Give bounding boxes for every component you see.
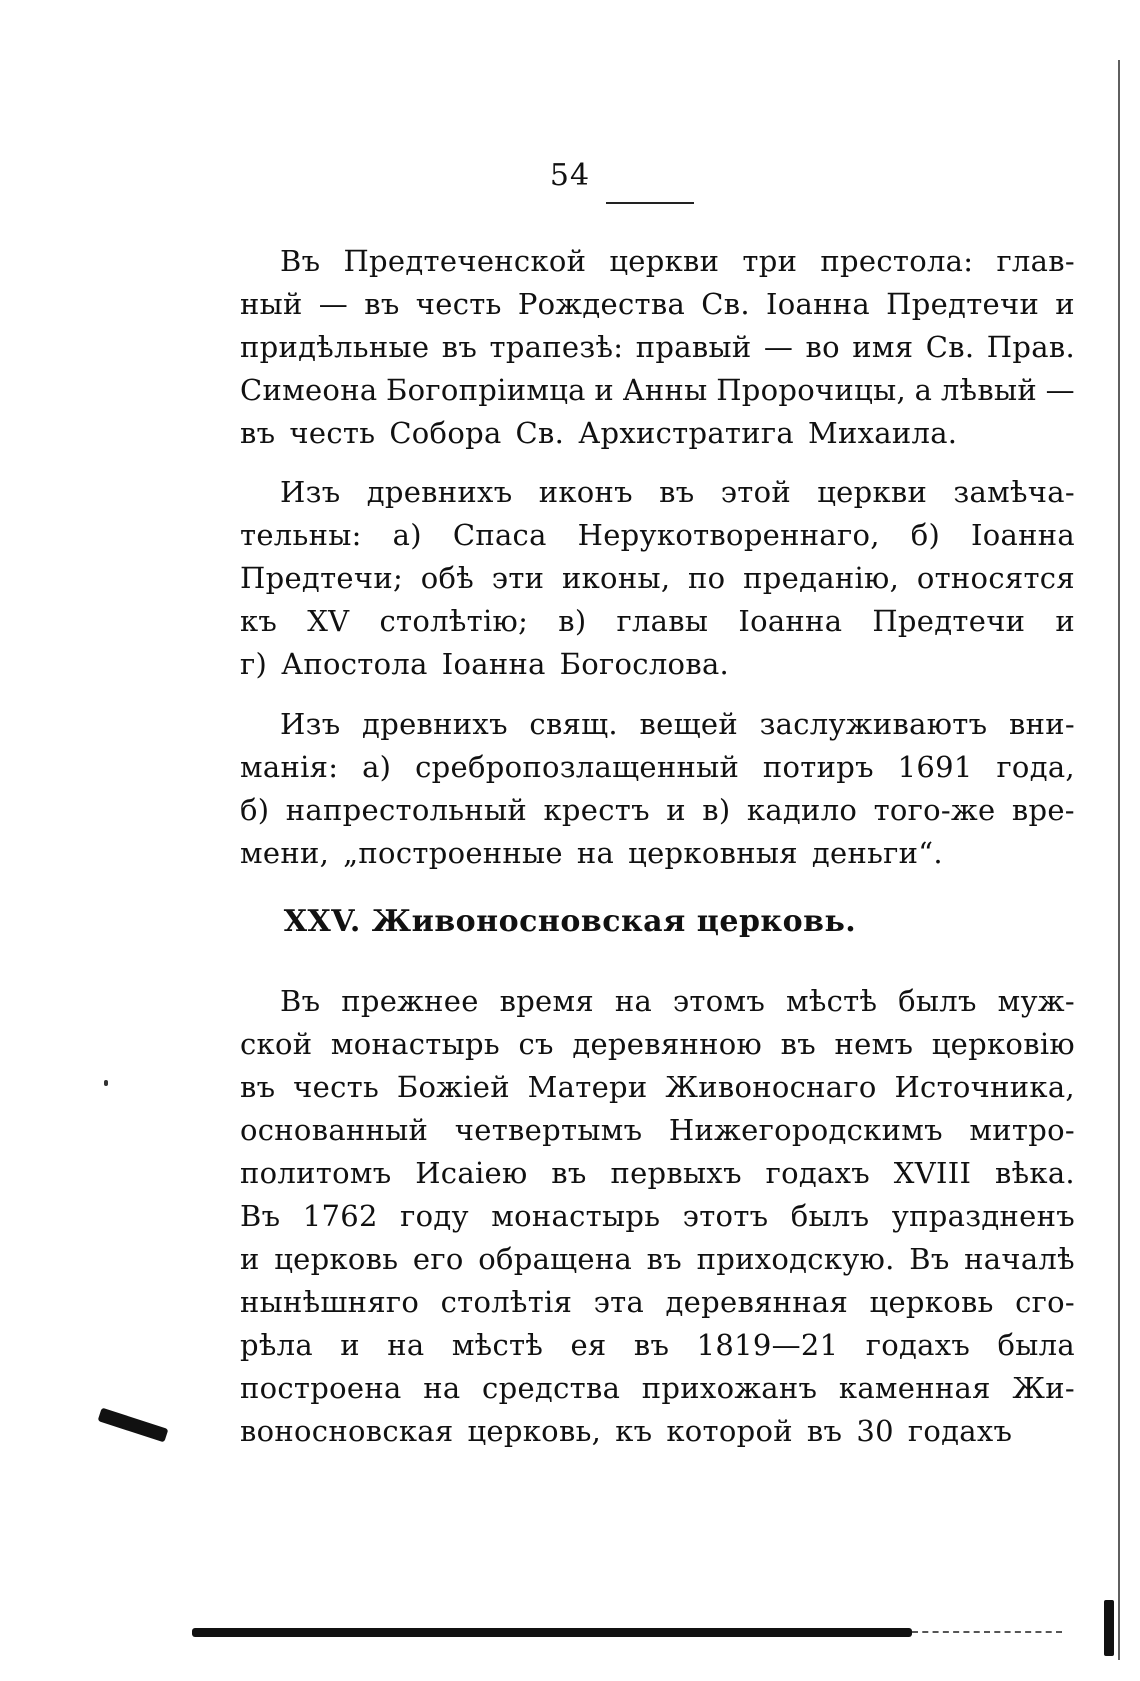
word: преданію, (743, 561, 900, 595)
text-line (240, 1410, 1075, 1453)
word: 1691 (897, 750, 973, 784)
word: Спаса (452, 518, 547, 552)
word: глав- (996, 244, 1075, 278)
text-line (240, 746, 1075, 789)
word: иконы, (562, 561, 671, 595)
text-line (240, 1367, 1075, 1410)
page-number-rule (606, 202, 694, 204)
word: была (997, 1328, 1075, 1362)
word: и (666, 793, 686, 827)
word: Михаила. (808, 416, 958, 450)
paragraph-2 (240, 471, 1075, 686)
word: престола: (820, 244, 974, 278)
word: трапезѣ: (489, 330, 624, 364)
word: Пророчицы, (716, 373, 906, 407)
word: годахъ (765, 1156, 870, 1190)
word: придѣльные (240, 330, 430, 364)
word: 1762 (302, 1199, 378, 1233)
word: церковь (274, 1242, 399, 1276)
word: церкви (609, 244, 720, 278)
word: этой (720, 475, 791, 509)
word: Въ (909, 1242, 950, 1276)
word: къ (615, 1414, 653, 1448)
word: Божіей (396, 1070, 510, 1104)
word: потиръ (762, 750, 874, 784)
word: церковію (931, 1027, 1075, 1061)
word: Іоанна (971, 518, 1075, 552)
word: его (412, 1242, 464, 1276)
word: въ (364, 287, 400, 321)
word: „построенные (343, 836, 563, 870)
word: деревянною (572, 1027, 763, 1061)
text-line (240, 326, 1075, 369)
page-number: 54 (549, 158, 591, 193)
word: XV (307, 604, 350, 638)
word: Богослова. (559, 647, 730, 681)
word: упраздненъ (891, 1199, 1075, 1233)
word: Живоноснаго (665, 1070, 877, 1104)
word: имя (852, 330, 914, 364)
word: деревянная (665, 1285, 849, 1319)
word: Прав. (986, 330, 1075, 364)
word: церковныя (628, 836, 798, 870)
word: въ (659, 475, 695, 509)
word: Собора (389, 416, 502, 450)
word: въ (646, 1242, 683, 1276)
word: года, (996, 750, 1075, 784)
word: иконъ (538, 475, 633, 509)
bottom-rule (192, 1628, 912, 1637)
word: къ (240, 604, 278, 638)
word: митро- (969, 1113, 1075, 1147)
word: рѣла (240, 1328, 313, 1362)
text-line (240, 1109, 1075, 1152)
bottom-rule (912, 1631, 1062, 1635)
word: Св. (515, 416, 565, 450)
word: а) (392, 518, 422, 552)
word: въ (633, 1328, 670, 1362)
word: Іоанна (766, 287, 870, 321)
text-line (240, 1324, 1075, 1367)
word: въ (780, 1027, 816, 1061)
word: заслуживаютъ (759, 707, 988, 741)
word: Предтеченской (343, 244, 587, 278)
word: прихожанъ (641, 1371, 818, 1405)
word: Нижегородскимъ (668, 1113, 943, 1147)
word: политомъ (240, 1156, 392, 1190)
text-line (240, 1152, 1075, 1195)
word: лѣвый (940, 373, 1037, 407)
word: и (240, 1242, 260, 1276)
word: три (742, 244, 798, 278)
word: Анны (622, 373, 708, 407)
paragraph-1 (240, 240, 1075, 455)
word: и (340, 1328, 360, 1362)
text-line (240, 369, 1075, 412)
word: на (614, 984, 653, 1018)
word: Предтечи; (240, 561, 404, 595)
word: Нерукотвореннаго, (577, 518, 880, 552)
word: Изъ (280, 707, 341, 741)
word: обращена (478, 1242, 633, 1276)
text-line (240, 1023, 1075, 1066)
word: мѣстѣ (451, 1328, 544, 1362)
word: в) (702, 793, 731, 827)
word: ской (240, 1027, 313, 1061)
word: правый (635, 330, 752, 364)
word: вре- (1011, 793, 1075, 827)
text-line (240, 1238, 1075, 1281)
word: муж- (997, 984, 1075, 1018)
word: монастырь (491, 1199, 661, 1233)
word: Св. (925, 330, 975, 364)
word: Исаіею (415, 1156, 528, 1190)
word: сго- (1015, 1285, 1075, 1319)
word: напрестольный (285, 793, 528, 827)
word: — (1045, 373, 1075, 407)
word: въ (240, 1070, 276, 1104)
word: годахъ (865, 1328, 971, 1362)
word: на (423, 1371, 461, 1405)
word: съ (518, 1027, 554, 1061)
word: воносновская (240, 1414, 454, 1448)
word: столѣтія (440, 1285, 573, 1319)
word: этомъ (672, 984, 766, 1018)
word: мѣстѣ (785, 984, 878, 1018)
word: нынѣшняго (240, 1285, 420, 1319)
word: въ (806, 1414, 843, 1448)
word: Іоанна (738, 604, 843, 638)
word: Источника, (894, 1070, 1075, 1104)
word: въ (551, 1156, 587, 1190)
text-line (240, 980, 1075, 1023)
word: вещей (639, 707, 738, 741)
text-line (240, 1281, 1075, 1324)
word: Въ (240, 1199, 281, 1233)
word: древнихъ (362, 707, 508, 741)
word: и (594, 373, 615, 407)
word: Рождества (517, 287, 686, 321)
word: а) (362, 750, 392, 784)
word: столѣтію; (379, 604, 529, 638)
word: въ (441, 330, 478, 364)
word: мени, (240, 836, 330, 870)
word: в) (558, 604, 587, 638)
word: Симеона (240, 373, 378, 407)
word: Предтечи (886, 287, 1040, 321)
word: церковь, (467, 1414, 602, 1448)
word: прежнее (341, 984, 479, 1018)
word: монастырь (330, 1027, 500, 1061)
word: во (805, 330, 840, 364)
word: честь (415, 287, 502, 321)
text-line (240, 283, 1075, 326)
word: честь (293, 1070, 380, 1104)
word: вни- (1008, 707, 1075, 741)
word: 30 (856, 1414, 894, 1448)
word: Матери (527, 1070, 648, 1104)
text-line (240, 514, 1075, 557)
word: кадило (746, 793, 858, 827)
word: эта (593, 1285, 645, 1319)
word: Въ (280, 984, 321, 1018)
text-line (240, 832, 1075, 875)
word: Богопріимца (386, 373, 586, 407)
word: Апостола (281, 647, 428, 681)
text-line (240, 643, 1075, 686)
word: на (387, 1328, 425, 1362)
word: ея (570, 1328, 607, 1362)
word: Архистратига (578, 416, 794, 450)
word: того-же (873, 793, 996, 827)
word: вѣка. (995, 1156, 1075, 1190)
word: ный (240, 287, 303, 321)
word: церкви (817, 475, 928, 509)
word: году (400, 1199, 469, 1233)
text-line (240, 600, 1075, 643)
word: деньги“. (811, 836, 943, 870)
text-line (240, 703, 1075, 746)
page-edge (1118, 60, 1120, 1660)
word: б) (240, 793, 270, 827)
section-heading: XXV. Живоносновская церковь. (283, 904, 857, 939)
word: XVIII (893, 1156, 972, 1190)
word: Изъ (280, 475, 341, 509)
word: сребропозлащенный (415, 750, 740, 784)
word: построена (240, 1371, 402, 1405)
word: крестъ (543, 793, 650, 827)
word: началѣ (964, 1242, 1075, 1276)
paragraph-4 (240, 980, 1075, 1453)
word: четвертымъ (454, 1113, 643, 1147)
word: былъ (898, 984, 977, 1018)
word: на (576, 836, 615, 870)
word: древнихъ (366, 475, 513, 509)
word: относятся (916, 561, 1075, 595)
stray-mark (1104, 1600, 1114, 1656)
word: Предтечи (872, 604, 1026, 638)
text-line (240, 240, 1075, 283)
word: приходскую. (696, 1242, 895, 1276)
word: честь (289, 416, 376, 450)
word: годахъ (907, 1414, 1013, 1448)
stray-mark (104, 1080, 108, 1086)
text-line (240, 789, 1075, 832)
word: первыхъ (610, 1156, 742, 1190)
word: и (1055, 604, 1075, 638)
text-line (240, 1195, 1075, 1238)
word: эти (491, 561, 545, 595)
word: 1819—21 (696, 1328, 839, 1362)
word: Іоанна (441, 647, 546, 681)
word: Св. (701, 287, 750, 321)
text-line (240, 1066, 1075, 1109)
word: въ (240, 416, 276, 450)
word: и (1055, 287, 1075, 321)
word: былъ (790, 1199, 870, 1233)
word: средства (482, 1371, 621, 1405)
word: которой (666, 1414, 793, 1448)
text-line (240, 557, 1075, 600)
word: Жи- (1012, 1371, 1075, 1405)
word: время (499, 984, 594, 1018)
word: главы (616, 604, 709, 638)
word: церковь (869, 1285, 994, 1319)
word: тельны: (240, 518, 362, 552)
word: — (763, 330, 794, 364)
word: по (688, 561, 726, 595)
word: г) (240, 647, 268, 681)
word: немъ (834, 1027, 914, 1061)
word: свящ. (529, 707, 618, 741)
stray-mark (98, 1408, 169, 1443)
word: Въ (280, 244, 321, 278)
word: этотъ (682, 1199, 769, 1233)
word: б) (910, 518, 941, 552)
word: обѣ (420, 561, 475, 595)
word: а (914, 373, 933, 407)
text-line (240, 412, 1075, 455)
word: замѣча- (953, 475, 1075, 509)
text-line (240, 471, 1075, 514)
word: каменная (838, 1371, 991, 1405)
word: основанный (240, 1113, 429, 1147)
word: манія: (240, 750, 339, 784)
word: — (318, 287, 349, 321)
paragraph-3 (240, 703, 1075, 875)
